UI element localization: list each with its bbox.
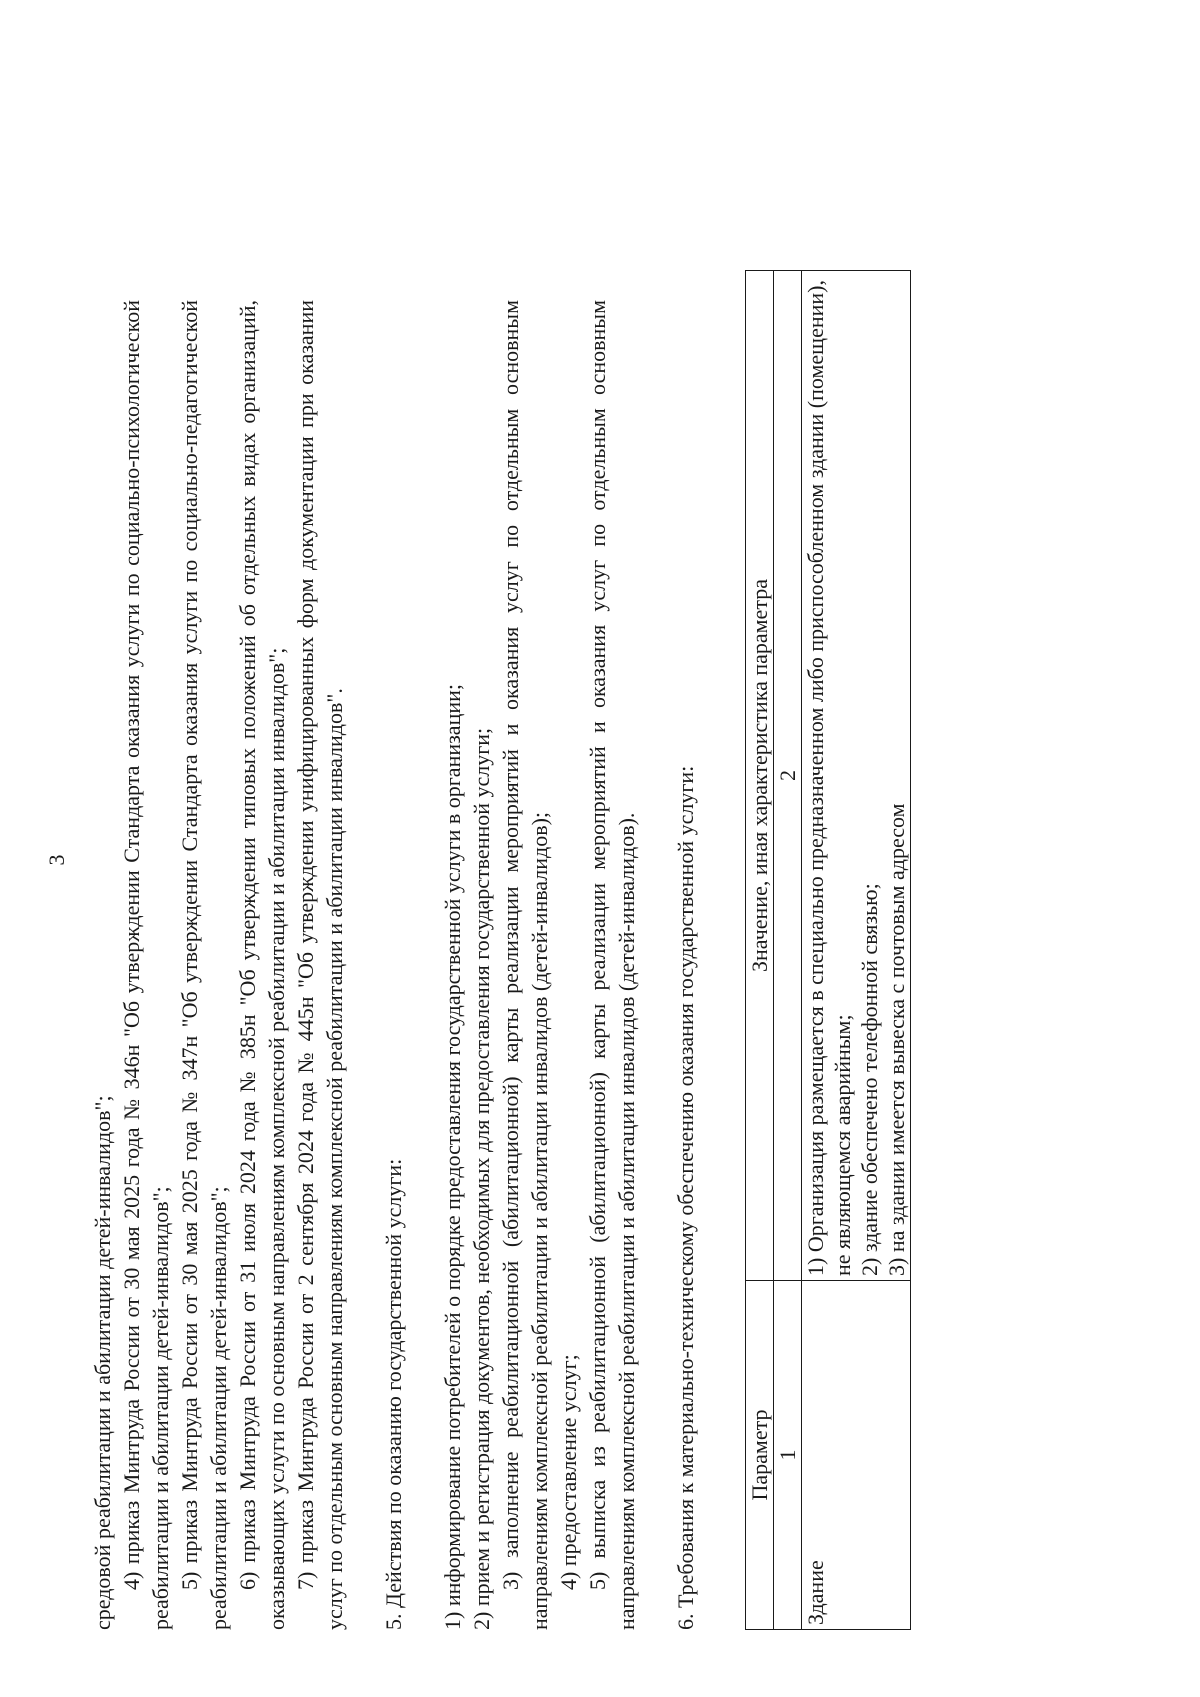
header-parameter: Параметр	[746, 1281, 774, 1630]
paragraph-order-347: 5) приказ Минтруда России от 30 мая 2025 года № 347н "Об утверждении Стандарта оказания услуги по социально-педагогической реабилитации и абилитации детей-инвалидов";	[177, 300, 231, 1630]
value-line-2: 2) здание обеспечено телефонной связью;	[857, 883, 882, 1276]
action-item-1: 1) информирование потребителей о порядке предоставления государственной услуги в организации;	[440, 684, 465, 1630]
action-item-2: 2) прием и регистрация документов, необходимых для предоставления государственной услуги;	[469, 727, 494, 1630]
table-row	[802, 271, 911, 1630]
action-item-4: 4) предоставление услуг;	[556, 1354, 581, 1590]
column-number-2: 2	[774, 271, 802, 1281]
table-number-row	[774, 271, 802, 1630]
document-page	[44, 60, 1170, 1660]
paragraph-order-445: 7) приказ Минтруда России от 2 сентября 2024 года № 445н "Об утверждении унифицированных форм документации при оказании услуг по отдельным основным направлениям комплексной реабилитации и абилитации инвалидов".	[293, 300, 347, 1630]
value-line-3: 3) на здании имеется вывеска с почтовым адресом	[884, 803, 909, 1276]
action-item-3: 3) заполнение реабилитационной (абилитационной) карты реализации мероприятий и оказания услуг по отдельным основным направлениям комплексной реабилитации и абилитации инвалидов (детей-инвалидов);	[498, 300, 552, 1630]
section-6-heading: 6. Требования к материально-техническому обеспечению оказания государственной услуги:	[673, 765, 698, 1630]
header-value: Значение, иная характеристика параметра	[746, 271, 774, 1281]
paragraph-order-346: 4) приказ Минтруда России от 30 мая 2025 года № 346н "Об утверждении Стандарта оказания услуги по социально-психологической реабилитации и абилитации детей-инвалидов";	[119, 300, 173, 1630]
paragraph-order-385: 6) приказ Минтруда России от 31 июля 2024 года № 385н "Об утверждении типовых положений об отдельных видах организаций, оказывающих услуги по основным направлениям комплексной реабилитации и абилитации инвалидов";	[235, 300, 289, 1630]
requirements-table	[745, 270, 911, 1630]
action-item-5: 5) выписка из реабилитационной (абилитационной) карты реализации мероприятий и оказания услуг по отдельным основным направлениям комплексной реабилитации и абилитации инвалидов (детей-инвалидов).	[585, 300, 639, 1630]
page-number: 3	[44, 854, 69, 866]
section-5-heading: 5. Действия по оказанию государственной услуги:	[381, 1158, 406, 1630]
row-value	[802, 271, 911, 1281]
row-parameter: Здание	[802, 1281, 911, 1630]
column-number-1: 1	[774, 1281, 802, 1630]
table-header-row	[746, 271, 774, 1630]
value-line-1: 1) Организация размещается в специально предназначенном либо приспособленном здании (помещении), не являющемся аварийным;	[803, 280, 855, 1276]
document-body	[88, 300, 700, 1630]
paragraph-continuation: средовой реабилитации и абилитации детей-инвалидов";	[90, 1095, 115, 1630]
